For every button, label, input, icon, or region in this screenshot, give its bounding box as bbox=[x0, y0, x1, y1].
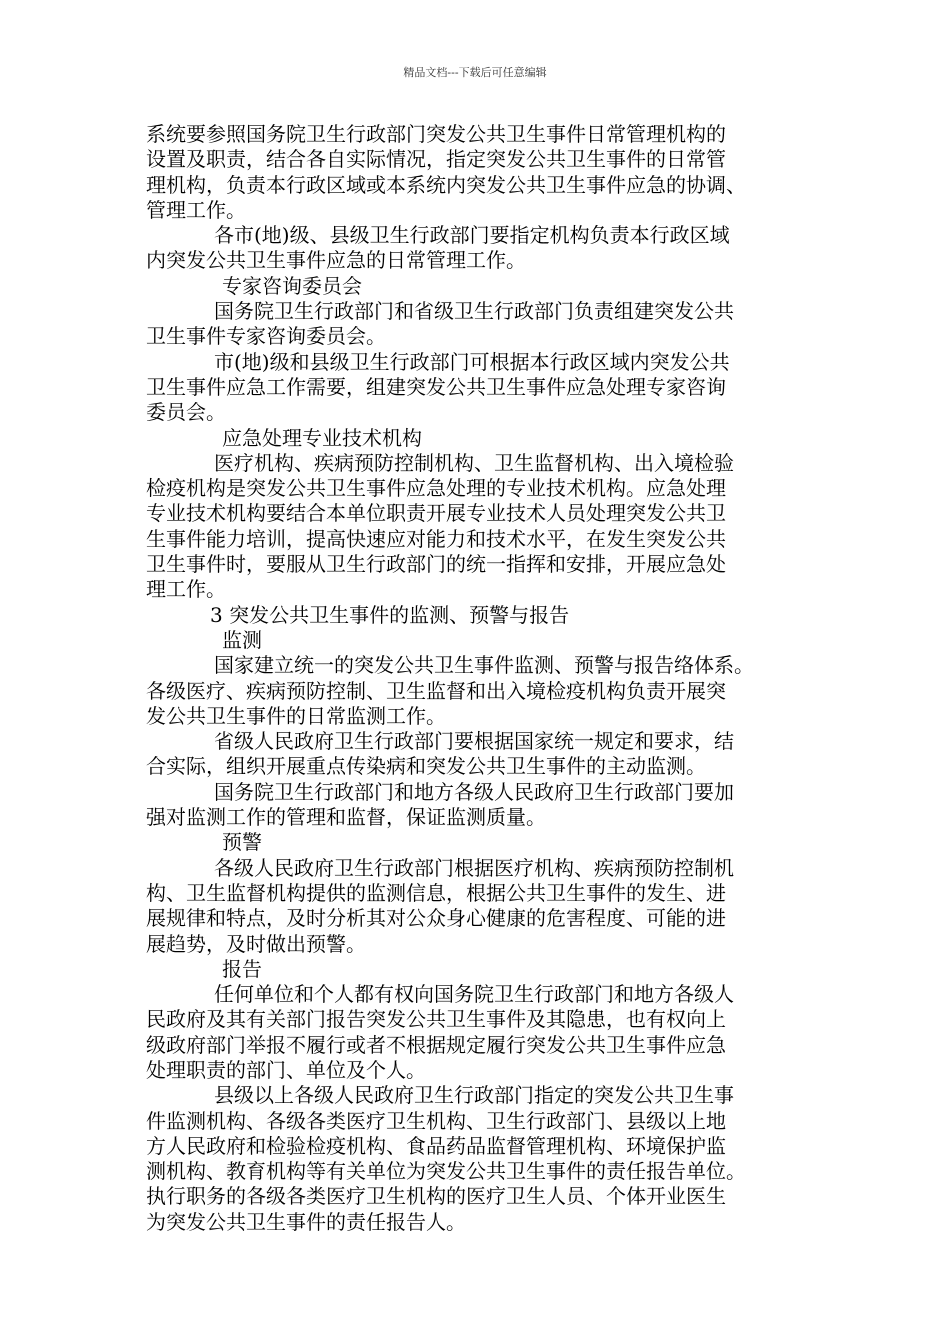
subsection-heading: 预警 bbox=[222, 830, 262, 855]
paragraph-first-line: 医疗机构、疾病预防控制机构、卫生监督机构、出入境检验 bbox=[214, 450, 734, 475]
paragraph-line: 卫生事件时，要服从卫生行政部门的统一指挥和安排，开展应急处 bbox=[146, 552, 726, 577]
paragraph-line: 卫生事件专家咨询委员会。 bbox=[146, 324, 386, 349]
page-header: 精品文档---下载后可任意编辑 bbox=[403, 66, 547, 79]
paragraph-line: 管理工作。 bbox=[146, 197, 246, 222]
paragraph-line: 发公共卫生事件的日常监测工作。 bbox=[146, 703, 446, 728]
document-body bbox=[146, 122, 816, 1235]
paragraph-line: 方人民政府和检验检疫机构、食品药品监督管理机构、环境保护监 bbox=[146, 1133, 726, 1158]
paragraph-line: 合实际，组织开展重点传染病和突发公共卫生事件的主动监测。 bbox=[146, 754, 706, 779]
paragraph-line: 执行职务的各级各类医疗卫生机构的医疗卫生人员、个体开业医生 bbox=[146, 1184, 726, 1209]
paragraph-line: 件监测机构、各级各类医疗卫生机构、卫生行政部门、县级以上地 bbox=[146, 1108, 726, 1133]
paragraph-line: 卫生事件应急工作需要，组建突发公共卫生事件应急处理专家咨询 bbox=[146, 374, 726, 399]
paragraph-first-line: 任何单位和个人都有权向国务院卫生行政部门和地方各级人 bbox=[214, 982, 734, 1007]
paragraph-line: 各级医疗、疾病预防控制、卫生监督和出入境检疫机构负责开展突 bbox=[146, 678, 726, 703]
paragraph-line: 展规律和特点，及时分析其对公众身心健康的危害程度、可能的进 bbox=[146, 906, 726, 931]
paragraph-line: 理工作。 bbox=[146, 577, 226, 602]
paragraph-first-line: 市(地)级和县级卫生行政部门可根据本行政区域内突发公共 bbox=[214, 349, 730, 374]
paragraph-line: 展趋势，及时做出预警。 bbox=[146, 931, 366, 956]
paragraph-line: 系统要参照国务院卫生行政部门突发公共卫生事件日常管理机构的 bbox=[146, 122, 726, 146]
paragraph-first-line: 国务院卫生行政部门和地方各级人民政府卫生行政部门要加 bbox=[214, 779, 734, 804]
subsection-heading: 应急处理专业技术机构 bbox=[222, 425, 422, 450]
subsection-heading: 监测 bbox=[222, 627, 262, 652]
paragraph-line: 生事件能力培训，提高快速应对能力和技术水平，在发生突发公共 bbox=[146, 526, 726, 551]
paragraph-first-line: 县级以上各级人民政府卫生行政部门指定的突发公共卫生事 bbox=[214, 1083, 734, 1108]
paragraph-line: 内突发公共卫生事件应急的日常管理工作。 bbox=[146, 248, 526, 273]
paragraph-first-line: 各市(地)级、县级卫生行政部门要指定机构负责本行政区域 bbox=[214, 223, 730, 248]
paragraph-line: 设置及职责，结合各自实际情况，指定突发公共卫生事件的日常管 bbox=[146, 147, 726, 172]
subsection-heading: 报告 bbox=[222, 956, 262, 981]
paragraph-first-line: 各级人民政府卫生行政部门根据医疗机构、疾病预防控制机 bbox=[214, 855, 734, 880]
paragraph-line: 检疫机构是突发公共卫生事件应急处理的专业技术机构。应急处理 bbox=[146, 476, 726, 501]
paragraph-line: 为突发公共卫生事件的责任报告人。 bbox=[146, 1209, 466, 1234]
paragraph-line: 专业技术机构要结合本单位职责开展专业技术人员处理突发公共卫 bbox=[146, 501, 726, 526]
section-heading: 3 突发公共卫生事件的监测、预警与报告 bbox=[210, 602, 570, 627]
paragraph-line: 强对监测工作的管理和监督，保证监测质量。 bbox=[146, 805, 546, 830]
paragraph-line: 民政府及其有关部门报告突发公共卫生事件及其隐患，也有权向上 bbox=[146, 1007, 726, 1032]
paragraph-line: 处理职责的部门、单位及个人。 bbox=[146, 1057, 426, 1082]
subsection-heading: 专家咨询委员会 bbox=[222, 273, 362, 298]
paragraph-line: 测机构、教育机构等有关单位为突发公共卫生事件的责任报告单位。 bbox=[146, 1159, 746, 1184]
paragraph-line: 构、卫生监督机构提供的监测信息，根据公共卫生事件的发生、进 bbox=[146, 880, 726, 905]
paragraph-line: 委员会。 bbox=[146, 400, 226, 425]
paragraph-line: 理机构，负责本行政区域或本系统内突发公共卫生事件应急的协调、 bbox=[146, 172, 746, 197]
paragraph-first-line: 省级人民政府卫生行政部门要根据国家统一规定和要求，结 bbox=[214, 729, 734, 754]
paragraph-first-line: 国家建立统一的突发公共卫生事件监测、预警与报告络体系。 bbox=[214, 653, 754, 678]
paragraph-line: 级政府部门举报不履行或者不根据规定履行突发公共卫生事件应急 bbox=[146, 1032, 726, 1057]
paragraph-first-line: 国务院卫生行政部门和省级卫生行政部门负责组建突发公共 bbox=[214, 299, 734, 324]
